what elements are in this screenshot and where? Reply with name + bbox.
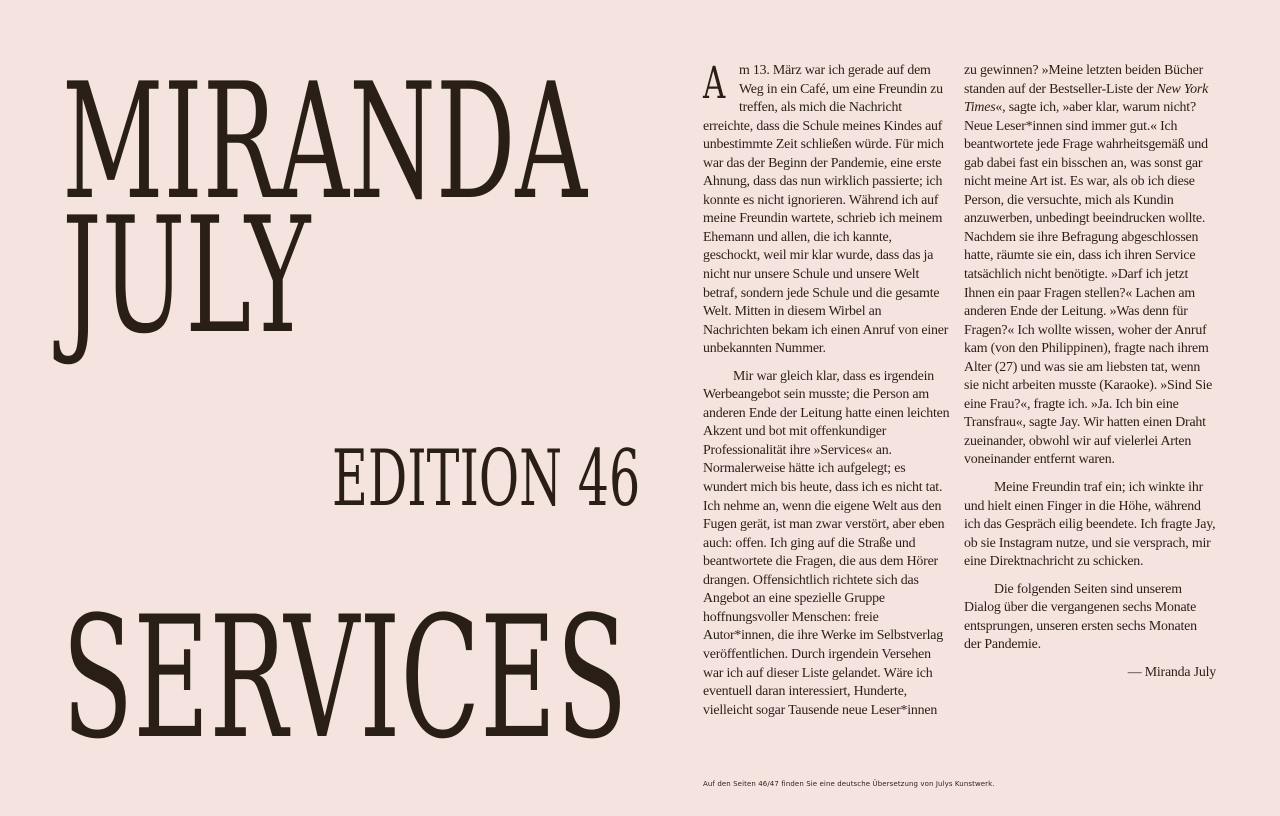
paragraph-1-text: m 13. März war ich gerade auf dem Weg in ein Café, um eine Freundin zu treffen, als mich die Nachricht erreichte, dass die Schule meines Kindes auf unbestimmte Zeit schließen würde. Für mich war das der Beginn der Pandemie, eine erste Ahnung, dass das nun wirklich passierte; ich konnte es nicht ignorieren. Während ich auf meine Freundin wartete, schrieb ich meinem Ehemann und allen, die ich kannte, geschockt, weil mir klar wurde, dass das ja nicht nur unsere Schule und unsere Welt betraf, sondern jede Schule und die gesamte Welt. Mitten in diesem Wirbel an Nachrichten bekam ich einen Anruf von einer unbekannten Nummer. (703, 63, 949, 357)
article-column-right (964, 62, 1216, 683)
article-paragraph-3: Meine Freundin traf ein; ich winkte ihr und hielt einen Finger in die Höhe, während ich das Gespräch eilig beendete. Ich fragte Jay, ob sie Instagram nutze, und sie versprach, mir eine Direktnachricht zu schicken. (964, 480, 1216, 570)
drop-cap: A (703, 58, 726, 109)
author-signature: — Miranda July (1127, 664, 1216, 680)
article-column-left (703, 58, 950, 720)
title-miranda: MIRANDA (62, 48, 588, 235)
article-paragraph-4: Die folgenden Seiten sind unserem Dialog über die vergangenen sechs Monate entsprungen, unseren ersten sechs Monaten der Pandemie. (964, 581, 1197, 653)
edition-label: EDITION 46 (332, 434, 641, 524)
footer-note: Auf den Seiten 46/47 finden Sie eine deutsche Übersetzung von Julys Kunstwerk. (703, 780, 995, 788)
title-july: JULY (62, 182, 311, 369)
article-paragraph-1 (703, 58, 950, 359)
paragraph-2-cont-a: zu gewinnen? »Meine letzten beiden Bücher standen auf der Bestseller-Liste der (964, 63, 1204, 97)
article-paragraph-2: Mir war gleich klar, dass es irgendein Werbeangebot sein musste; die Person am anderen Ende der Leitung hatte einen leichten Akzent und bot mit offenkundiger Professionalität ihre »Services« an. Normalerweise hätte ich aufgelegt; es wundert mich bis heute, dass ich es nicht tat. Ich nehme an, wenn die eigene Welt aus den Fugen gerät, ist man zwar verstört, aber eben auch: offen. Ich ging auf die Straße und beantwortete die Fragen, die aus dem Hörer drangen. Offensichtlich richtete sich das Angebot an eine spezielle Gruppe hoffnungsvoller Menschen: freie Autor*innen, die ihre Werke im Selbstverlag veröffentlichen. Durch irgendein Versehen war ich auf dieser Liste gelandet. Wäre ich eventuell daran interessiert, Hunderte, vielleicht sogar Tausende neue Leser*innen (703, 368, 950, 718)
title-services: SERVICES (62, 580, 628, 776)
newspaper-title: New York Times (964, 81, 1209, 116)
article-paragraph-2-continued (964, 62, 1216, 470)
paragraph-2-cont-b: «, sagte ich, »aber klar, warum nicht? Neue Leser*innen sind immer gut.« Ich beantwortete jede Frage wahrheitsgemäß und gab dabei fast ein bisschen an, was sonst gar nicht meine Art ist. Es war, als ob ich diese Person, die versuchte, mich als Kundin anzuwerben, unbedingt beeindrucken wollte. Nachdem sie ihre Befragung abgeschlossen hatte, räumte sie ein, dass ich ihren Service tatsächlich nicht benötigte. »Darf ich jetzt Ihnen ein paar Fragen stellen?« Lachen am anderen Ende der Leitung. »Was denn für Fragen?« Ich wollte wissen, woher der Anruf kam (von den Philippinen), fragte nach ihrem Alter (27) und was sie am liebsten tat, wenn sie nicht arbeiten musste (Karaoke). »Sind Sie eine Frau?«, fragte ich. »Ja. Ich bin eine Transfrau«, sagte Jay. Wir hatten einen Draht zueinander, obwohl wir auf vielerlei Arten voneinander entfernt waren. (964, 100, 1213, 468)
